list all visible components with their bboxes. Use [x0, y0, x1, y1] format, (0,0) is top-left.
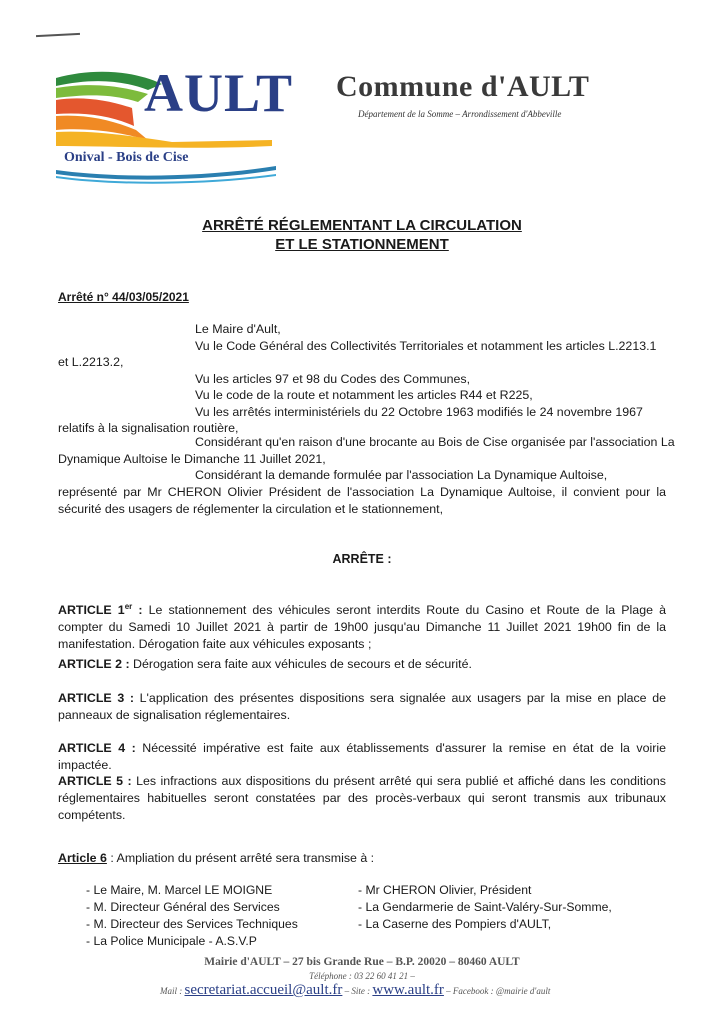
logo-subtitle: Onival - Bois de Cise: [64, 150, 189, 165]
preamble-vu-cgct-cont: et L.2213.2,: [58, 355, 124, 369]
article-3-label: ARTICLE 3 :: [58, 691, 135, 705]
list-item: - M. Directeur des Services Techniques: [86, 917, 298, 931]
preamble-considerant-2: Considérant la demande formulée par l'association La Dynamique Aultoise,: [195, 468, 608, 482]
preamble-vu-arretes-cont: relatifs à la signalisation routière,: [58, 421, 239, 435]
article-6-text: : Ampliation du présent arrêté sera transmise à :: [106, 851, 375, 865]
article-5: [58, 773, 666, 824]
article-5-label: ARTICLE 5 :: [58, 774, 132, 788]
list-item: - La Gendarmerie de Saint-Valéry-Sur-Somme,: [358, 900, 612, 914]
article-4-text: Nécessité impérative est faite aux établissements d'assurer la remise en état de la voirie impactée.: [58, 741, 666, 772]
arrete-number: Arrêté n° 44/03/05/2021: [58, 290, 189, 304]
commune-subtitle: Département de la Somme – Arrondissement d'Abbeville: [358, 109, 562, 119]
article-2: [58, 656, 666, 673]
footer-mail-label: Mail :: [160, 986, 183, 996]
article-6-label: Article 6: [58, 851, 107, 865]
preamble-considerant-1: Considérant qu'en raison d'une brocante au Bois de Cise organisée par l'association La: [195, 435, 675, 449]
footer-contacts: [160, 982, 550, 999]
ault-logo: [52, 63, 294, 184]
list-item: - Le Maire, M. Marcel LE MOIGNE: [86, 883, 273, 897]
commune-title: Commune d'AULT: [336, 70, 590, 103]
article-1-label: ARTICLE 1er :: [58, 602, 143, 618]
document-title-line2: ET LE STATIONNEMENT: [275, 236, 449, 253]
article-3-text: L'application des présentes dispositions sera signalée aux usagers par la mise en place de panneaux de signalisation réglementaires.: [58, 691, 667, 722]
list-item: - La Police Municipale - A.S.V.P: [86, 934, 257, 948]
document-title-line1: ARRÊTÉ RÉGLEMENTANT LA CIRCULATION: [202, 217, 522, 234]
article-1-text: Le stationnement des véhicules seront interdits Route du Casino et Route de la Plage à compter du Samedi 10 Juillet 2021 à partir de 19h00 jusqu'au Dimanche 11 Juillet 2021 19h00 fin de la manifestation. Dérogation faite aux véhicules exposants ;: [58, 603, 666, 652]
list-item: - M. Directeur Général des Services: [86, 900, 280, 914]
footer-site-label: – Site :: [344, 986, 371, 996]
recipients-right: [358, 882, 612, 933]
article-5-text: Les infractions aux dispositions du présent arrêté qui sera publié et affiché dans les conditions réglementaires habituelles seront constatées par des procès-verbaux qui seront transmis aux tribunaux compétents.: [58, 774, 666, 822]
footer-site-link[interactable]: www.ault.fr: [372, 982, 444, 998]
article-2-text: Dérogation sera faite aux véhicules de secours et de sécurité.: [129, 657, 472, 671]
article-2-label: ARTICLE 2 :: [58, 657, 130, 671]
footer-facebook: – Facebook : @mairie d'ault: [446, 986, 551, 996]
scan-mark: [36, 33, 80, 37]
footer-mail-link[interactable]: secretariat.accueil@ault.fr: [184, 982, 343, 998]
logo-name: AULT: [144, 63, 294, 123]
article-1: [58, 598, 666, 653]
preamble-vu-arretes: Vu les arrêtés interministériels du 22 Octobre 1963 modifiés le 24 novembre 1967: [195, 405, 643, 419]
article-4-label: ARTICLE 4 :: [58, 741, 136, 755]
list-item: - La Caserne des Pompiers d'AULT,: [358, 917, 552, 931]
preamble-vu-97-98: Vu les articles 97 et 98 du Codes des Communes,: [195, 372, 471, 386]
article-4: [58, 740, 666, 774]
footer-phone: Téléphone : 03 22 60 41 21 –: [309, 971, 415, 981]
arrete-heading: ARRÊTE :: [332, 552, 392, 566]
recipients-left: [86, 882, 298, 950]
preamble-maire: Le Maire d'Ault,: [195, 322, 281, 336]
preamble-considerant-2-cont: représenté par Mr CHERON Olivier Président de l'association La Dynamique Aultoise, il convient pour la sécurité des usagers de réglementer la circulation et le stationnement,: [58, 485, 666, 516]
article-6: [58, 850, 374, 867]
preamble-considerant-1-cont: Dynamique Aultoise le Dimanche 11 Juillet 2021,: [58, 452, 326, 466]
footer-address: Mairie d'AULT – 27 bis Grande Rue – B.P. 20020 – 80460 AULT: [204, 956, 520, 968]
list-item: - Mr CHERON Olivier, Président: [358, 883, 532, 897]
article-3: [58, 690, 666, 724]
preamble-vu-cgct: Vu le Code Général des Collectivités Territoriales et notamment les articles L.2213.1: [195, 339, 657, 353]
preamble-vu-route: Vu le code de la route et notamment les articles R44 et R225,: [195, 388, 533, 402]
